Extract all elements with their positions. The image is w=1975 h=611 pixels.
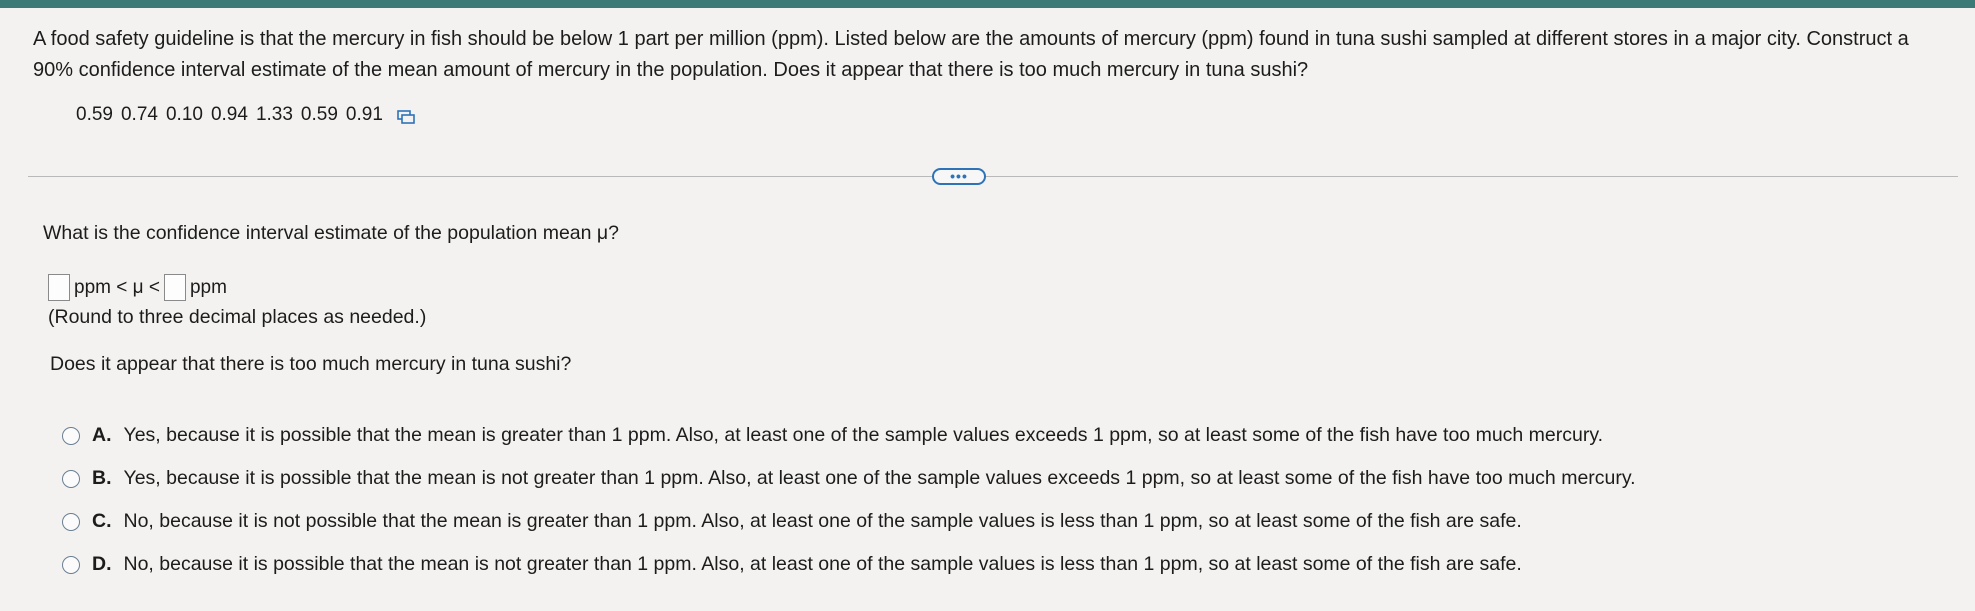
option-text: Yes, because it is possible that the mean is not greater than 1 ppm. Also, at least one of the sample values exceeds 1 ppm, so at least some of the fish have too much mercury. (123, 467, 1636, 489)
option-letter: D. (92, 553, 112, 575)
option-text: No, because it is possible that the mean is not greater than 1 ppm. Also, at least one of the sample values is less than 1 ppm, so at least some of the fish are safe. (123, 553, 1522, 575)
problem-statement: A food safety guideline is that the mercury in fish should be below 1 part per million (ppm). Listed below are the amounts of mercury (ppm) found in tuna sushi sampled at different stores in a major city. Construct a 90% confidence interval estimate of the mean amount of mercury in the population. Does it appear that there is too much mercury in tuna sushi? (33, 28, 1909, 81)
section-divider (28, 176, 1958, 177)
option-b[interactable] (62, 457, 1942, 500)
data-value: 0.94 (210, 104, 248, 125)
lower-bound-input[interactable] (48, 274, 70, 301)
top-header-strip (0, 0, 1975, 8)
option-text: Yes, because it is possible that the mean is greater than 1 ppm. Also, at least one of the sample values exceeds 1 ppm, so at least some of the fish have too much mercury. (123, 424, 1604, 446)
copy-data-icon[interactable] (397, 108, 415, 122)
option-text: No, because it is not possible that the mean is greater than 1 ppm. Also, at least one of the sample values is less than 1 ppm, so at least some of the fish are safe. (123, 510, 1522, 532)
option-c[interactable] (62, 500, 1942, 543)
data-value: 0.10 (165, 104, 203, 125)
ci-middle-text: ppm < μ < (74, 276, 160, 298)
expand-more-button[interactable]: ••• (932, 168, 986, 185)
data-value: 0.59 (76, 104, 113, 125)
data-value: 0.91 (345, 104, 383, 125)
option-letter: C. (92, 510, 112, 532)
data-value: 1.33 (255, 104, 293, 125)
option-d[interactable] (62, 543, 1942, 586)
ci-answer-row (48, 274, 231, 301)
upper-bound-input[interactable] (164, 274, 186, 301)
option-letter: B. (92, 467, 112, 489)
option-a[interactable] (62, 414, 1942, 457)
rounding-note: (Round to three decimal places as needed.) (48, 306, 427, 328)
radio-button-icon[interactable] (62, 470, 80, 488)
data-value: 0.59 (300, 104, 338, 125)
question-ci-prompt: What is the confidence interval estimate of the population mean μ? (43, 222, 619, 244)
option-letter: A. (92, 424, 112, 446)
radio-button-icon[interactable] (62, 427, 80, 445)
data-value: 0.74 (120, 104, 158, 125)
ci-upper-unit: ppm (189, 276, 227, 298)
radio-button-icon[interactable] (62, 513, 80, 531)
answer-options (62, 414, 1942, 586)
data-values-row (76, 104, 415, 126)
question-mercury-prompt: Does it appear that there is too much mercury in tuna sushi? (50, 353, 572, 375)
radio-button-icon[interactable] (62, 556, 80, 574)
